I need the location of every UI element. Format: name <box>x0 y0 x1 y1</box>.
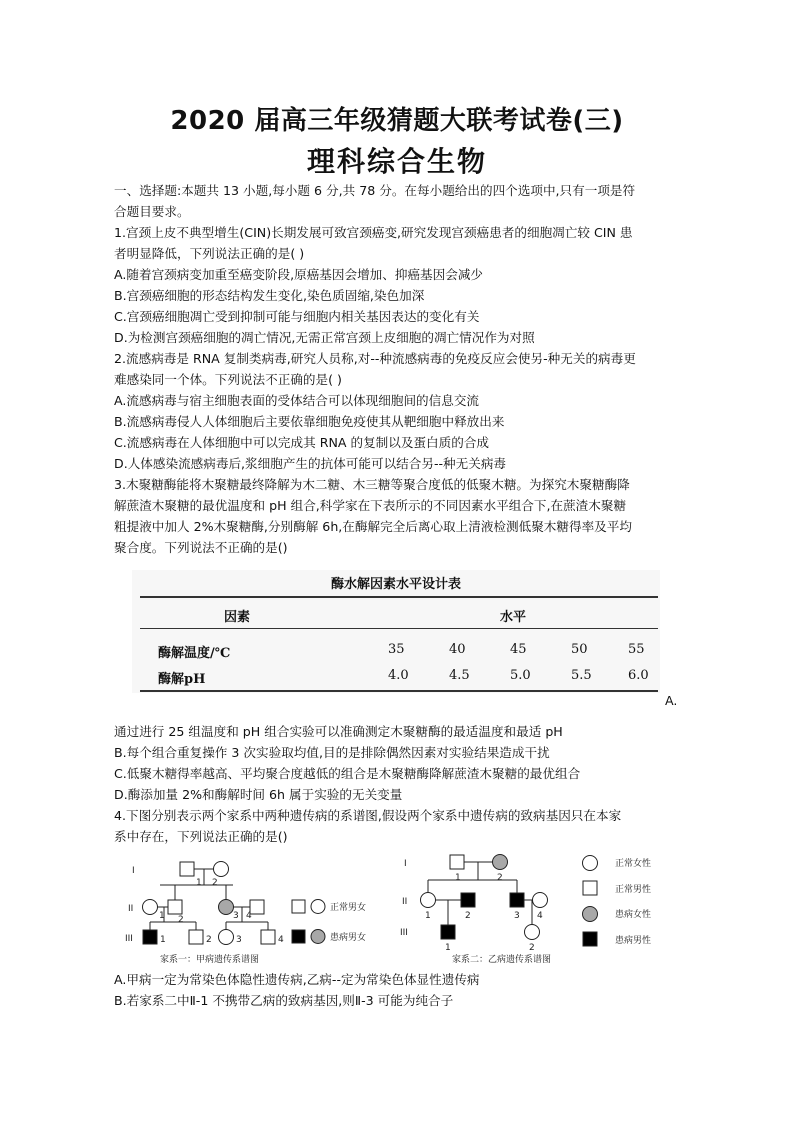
option-a-mark: A. <box>665 693 678 708</box>
pedigree1-num: 2 <box>178 915 184 925</box>
text-line: 解蔗渣木聚糖的最优温度和 pH 组合,科学家在下表所示的不同因素水平组合下,在蔗渣木聚糖 <box>114 498 627 513</box>
pedigree1-num: 4 <box>278 935 284 945</box>
table-cell: 50 <box>571 642 588 657</box>
table-cell: 40 <box>449 642 466 657</box>
pedigree1-num: 3 <box>236 935 242 945</box>
pedigree1-ii1-normal-female <box>143 900 158 915</box>
text-line: 粗提液中加人 2%木聚糖酶,分别酶解 6h,在酶解完全后离心取上清液检测低聚木糖得率及平均 <box>114 519 632 534</box>
table-cell: 6.0 <box>628 668 649 683</box>
legend2-label: 患病男性 <box>615 936 652 946</box>
legend2-label: 患病女性 <box>615 910 652 920</box>
pedigree1-iii4-normal-male <box>261 930 275 944</box>
table-cell: 35 <box>388 642 405 657</box>
table-cell: 4.0 <box>388 668 409 683</box>
table-cell: 5.0 <box>510 668 531 683</box>
text-line: 系中存在，下列说法正确的是() <box>114 829 288 844</box>
legend1-normal-label: 正常男女 <box>330 903 367 913</box>
pedigree2-caption: 家系二：乙病遗传系谱图 <box>452 955 552 965</box>
text-line: B.宫颈癌细胞的形态结构发生变化,染色质固缩,染色加深 <box>114 288 425 303</box>
legend2-normal-female <box>583 856 598 871</box>
table-header-level: 水平 <box>500 610 527 625</box>
table-cell: 45 <box>510 642 527 657</box>
text-line: 通过进行 25 组温度和 pH 组合实验可以准确测定木聚糖酶的最适温度和最适 pH <box>114 724 563 739</box>
text-line: 一、选择题:本题共 13 小题,每小题 6 分,共 78 分。在每小题给出的四个选项中,只有一项是符 <box>114 183 636 198</box>
pedigree1-ii4-normal-male <box>250 900 264 914</box>
pedigree2-ii2-affected-male <box>461 893 475 907</box>
table-row-label-ph: 酶解pH <box>158 672 206 687</box>
pedigree2-num: 2 <box>529 943 535 953</box>
table-cell: 4.5 <box>449 668 470 683</box>
legend1-affected-female <box>311 930 325 944</box>
legend2-affected-female <box>583 907 598 922</box>
pedigree1-caption: 家系一：甲病遗传系谱图 <box>160 955 260 965</box>
text-line: C.流感病毒在人体细胞中可以完成其 RNA 的复制以及蛋白质的合成 <box>114 435 490 450</box>
text-line: D.为检测宫颈癌细胞的凋亡情况,无需正常宫颈上皮细胞的凋亡情况作为对照 <box>114 330 535 345</box>
legend2-label: 正常男性 <box>615 885 652 895</box>
table-top-rule <box>140 596 658 598</box>
pedigree1-num: 4 <box>246 911 252 921</box>
text-line: 聚合度。下列说法不正确的是() <box>114 540 288 555</box>
table-title: 酶水解因素水平设计表 <box>330 577 461 592</box>
table-mid-rule <box>140 628 658 629</box>
text-line: B.若家系二中Ⅱ-1 不携带乙病的致病基因,则Ⅱ-3 可能为纯合子 <box>114 993 454 1008</box>
pedigree1-iii3-normal-female <box>219 930 234 945</box>
table-cell: 5.5 <box>571 668 592 683</box>
text-line: 4.下图分别表示两个家系中两种遗传病的系谱图,假设两个家系中遗传病的致病基因只在本家 <box>114 808 622 823</box>
pedigree1-num: 3 <box>233 911 239 921</box>
pedigree-family-1 <box>143 862 326 945</box>
pedigree1-i2-normal-female <box>214 862 229 877</box>
pedigree2-num: 1 <box>445 943 451 953</box>
text-line: 2.流感病毒是 RNA 复制类病毒,研究人员称,对--种流感病毒的免疫反应会使另-种无关的病毒更 <box>114 351 636 366</box>
text-line: C.低聚木糖得率越高、平均聚合度越低的组合是木聚糖酶降解蔗渣木聚糖的最优组合 <box>114 766 581 781</box>
pedigree1-iii1-affected-male <box>143 930 157 944</box>
pedigree2-num: 1 <box>455 873 461 883</box>
pedigree2-num: 2 <box>465 911 471 921</box>
text-line: A.甲病一定为常染色体隐性遗传病,乙病--定为常染色体显性遗传病 <box>114 972 480 987</box>
pedigree1-gen-label: I <box>132 866 135 876</box>
exam-subtitle: 理科综合生物 <box>306 145 487 178</box>
text-line: 1.宫颈上皮不典型增生(CIN)长期发展可致宫颈癌变,研究发现宫颈癌患者的细胞凋亡较 CIN 患 <box>114 225 633 240</box>
pedigree1-i1-normal-male <box>180 862 194 876</box>
legend2-normal-male <box>583 881 597 895</box>
pedigree2-num: 4 <box>537 911 543 921</box>
pedigree1-gen-label: II <box>128 904 134 914</box>
text-line: D.酶添加量 2%和酶解时间 6h 属于实验的无关变量 <box>114 787 403 802</box>
text-line: B.每个组合重复操作 3 次实验取均值,目的是排除偶然因素对实验结果造成干扰 <box>114 745 550 760</box>
table-header-factor: 因素 <box>224 610 251 625</box>
pedigree-family-2 <box>421 855 598 947</box>
pedigree2-num: 1 <box>425 911 431 921</box>
text-line: 3.木聚糖酶能将木聚糖最终降解为木二糖、木三糖等聚合度低的低聚木糖。为探究木聚糖酶降 <box>114 477 630 492</box>
pedigree2-ii1-normal-female <box>421 893 436 908</box>
pedigree1-num: 1 <box>196 878 202 888</box>
factor-level-table <box>132 570 660 693</box>
pedigree1-gen-label: III <box>125 934 133 944</box>
text-line: C.宫颈癌细胞凋亡受到抑制可能与细胞内相关基因表达的变化有关 <box>114 309 480 324</box>
pedigree1-ii3-affected-female <box>219 900 234 915</box>
pedigree2-gen-label: II <box>402 897 408 907</box>
legend2-label: 正常女性 <box>615 859 652 869</box>
text-line: 者明显降低，下列说法正确的是( ) <box>114 246 305 261</box>
legend1-affected-male <box>292 930 305 943</box>
table-bottom-rule <box>140 690 658 692</box>
table-cell: 55 <box>628 642 645 657</box>
text-line: D.人体感染流感病毒后,浆细胞产生的抗体可能可以结合另--种无关病毒 <box>114 456 507 471</box>
pedigree2-gen-label: I <box>404 859 407 869</box>
text-line: A.随着宫颈病变加重至癌变阶段,原癌基因会增加、抑癌基因会减少 <box>114 267 484 282</box>
table-row-label-temp: 酶解温度/℃ <box>158 646 231 661</box>
pedigree1-iii2-normal-male <box>189 930 203 944</box>
legend1-normal-male <box>292 900 305 913</box>
pedigree-figure <box>120 850 680 968</box>
pedigree1-num: 1 <box>159 911 165 921</box>
text-line: 难感染同一个体。下列说法不正确的是( ) <box>114 372 342 387</box>
pedigree2-i1-normal-male <box>450 855 464 869</box>
text-line: B.流感病毒侵人人体细胞后主要依靠细胞免疫使其从靶细胞中释放出来 <box>114 414 505 429</box>
text-line: A.流感病毒与宿主细胞表面的受体结合可以体现细胞间的信息交流 <box>114 393 480 408</box>
pedigree2-i2-affected-female <box>493 855 508 870</box>
legend1-affected-label: 患病男女 <box>330 933 367 943</box>
pedigree2-iii2-normal-female <box>525 925 540 940</box>
pedigree2-ii3-affected-male <box>510 893 524 907</box>
pedigree1-num: 2 <box>212 878 218 888</box>
pedigree2-iii1-affected-male <box>441 925 455 939</box>
pedigree2-ii4-normal-female <box>533 893 548 908</box>
pedigree1-ii2-normal-male <box>168 900 182 914</box>
pedigree2-gen-label: III <box>400 928 408 938</box>
pedigree1-num: 2 <box>206 935 212 945</box>
pedigree1-num: 1 <box>160 935 166 945</box>
text-line: 合题目要求。 <box>114 204 190 219</box>
pedigree2-num: 3 <box>514 911 520 921</box>
pedigree2-num: 2 <box>497 873 503 883</box>
legend2-affected-male <box>583 932 597 946</box>
legend1-normal-female <box>311 900 325 914</box>
exam-title: 2020 届高三年级猜题大联考试卷(三) <box>170 106 624 136</box>
